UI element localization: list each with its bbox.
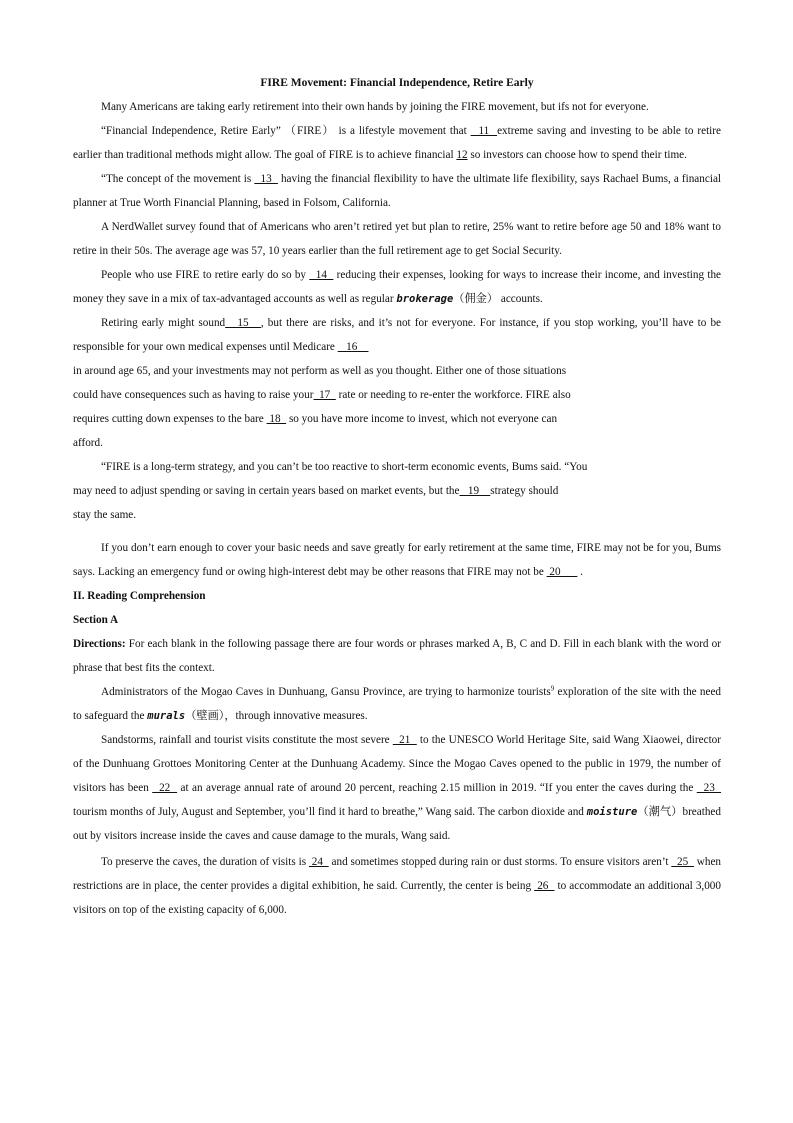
passage-2-paragraph-2 xyxy=(73,728,721,848)
gloss: （佣金） xyxy=(453,293,499,305)
text: tourism months of July, August and September, you’ll find it hard to breathe,” Wang said. The carbon dioxide and xyxy=(73,806,587,818)
text: so investors can choose how to spend their time. xyxy=(467,149,687,161)
blank-26[interactable]: 26 xyxy=(534,880,555,892)
vocab-term-brokerage: brokerage xyxy=(396,293,454,305)
passage-2-paragraph-1 xyxy=(73,680,721,728)
paragraph-4 xyxy=(73,215,721,263)
section-heading: II. Reading Comprehension xyxy=(73,590,206,602)
paragraph-6-line-5: afford. xyxy=(73,437,103,449)
blank-17[interactable]: 17 xyxy=(313,389,336,401)
paragraph-1 xyxy=(73,95,721,119)
blank-16[interactable]: 16 xyxy=(337,341,369,353)
text: “The concept of the movement is xyxy=(101,173,255,185)
text: . xyxy=(577,566,583,578)
blank-14[interactable]: 14 xyxy=(309,269,334,281)
text: breathed out by visitors increase inside the caves and cause damage to the murals, Wang said. xyxy=(73,806,721,842)
blank-18[interactable]: 18 xyxy=(266,413,287,425)
text: A NerdWallet survey found that of Americans who aren’t retired yet but plan to retire, 25% want to retire before age 50 and 18% want to retire in their 50s. The average age was 57, 10 years earlier than the full retirement age to get Social Security. xyxy=(73,221,721,257)
text: accounts. xyxy=(498,293,543,305)
blank-21[interactable]: 21 xyxy=(392,734,417,746)
blank-24[interactable]: 24 xyxy=(308,856,329,868)
blank-25[interactable]: 25 xyxy=(671,856,694,868)
text: Sandstorms, rainfall and tourist visits constitute the most severe xyxy=(101,734,393,746)
vocab-term-murals: murals xyxy=(147,710,186,722)
paragraph-6-line-2: in around age 65, and your investments may not perform as well as you thought. Either one of those situations xyxy=(73,365,567,377)
paragraph-7-line-3: stay the same. xyxy=(73,509,137,521)
superscript: 9 xyxy=(550,684,555,693)
paragraph-7-line-2 xyxy=(73,479,721,503)
paragraph-5 xyxy=(73,263,721,311)
blank-12[interactable]: 12 xyxy=(456,149,468,161)
text: Many Americans are taking early retirement into their own hands by joining the FIRE movement, but ifs not for everyone. xyxy=(101,101,649,113)
text: If you don’t earn enough to cover your basic needs and save greatly for early retirement at the same time, FIRE may not be for you, Bums says. Lacking an emergency fund or owing high-interest debt may be other reasons that FIRE may not be xyxy=(73,542,721,578)
blank-13[interactable]: 13 xyxy=(254,173,278,185)
document-content xyxy=(73,71,721,922)
text: reducing their expenses, looking for ways to increase their income, and investing the money they save in a mix of tax-advantaged accounts as well as regular xyxy=(73,269,722,305)
paragraph-6-line-3 xyxy=(73,383,721,407)
paragraph-6-line-4 xyxy=(73,407,721,431)
blank-22[interactable]: 22 xyxy=(152,782,178,794)
text: exploration of the site with the need to safeguard the xyxy=(73,686,721,722)
text: at an average annual rate of around 20 percent, reaching 2.15 million in 2019. “If you enter the caves during the xyxy=(177,782,697,794)
blank-15[interactable]: 15 xyxy=(225,317,261,329)
paragraph-8 xyxy=(73,536,721,584)
directions-text: For each blank in the following passage there are four words or phrases marked A, B, C and D. Fill in each blank with the word or phrase that best fits the context. xyxy=(73,638,721,674)
passage-2-paragraph-3 xyxy=(73,850,721,922)
section-a-heading: Section A xyxy=(73,614,119,626)
blank-23[interactable]: 23 xyxy=(696,782,722,794)
text: to accommodate an additional 3,000 visitors on top of the existing capacity of 6,000. xyxy=(73,880,721,916)
blank-11[interactable]: 11 xyxy=(470,125,498,137)
paragraph-7-line-1: “FIRE is a long-term strategy, and you can’t be too reactive to short-term economic events, Bums said. “You xyxy=(101,461,588,473)
vocab-term-moisture: moisture xyxy=(586,806,638,818)
text: extreme saving and investing to be able to retire earlier than traditional methods might allow. The goal of FIRE is to achieve financial xyxy=(73,125,721,161)
text: Administrators of the Mogao Caves in Dunhuang, Gansu Province, are trying to harmonize tourists xyxy=(101,686,551,698)
text: could have consequences such as having to raise your xyxy=(73,389,314,401)
paragraph-2 xyxy=(73,119,721,167)
text: so you have more income to invest, which not everyone can xyxy=(286,413,558,425)
directions-label: Directions: xyxy=(73,638,126,650)
blank-20[interactable]: 20 xyxy=(546,566,578,578)
text: when restrictions are in place, the center provides a digital exhibition, he said. Currently, the center is being xyxy=(73,856,722,892)
text: having the financial flexibility to have the ultimate life flexibility, says Rachael Bums, a financial planner at True Worth Financial Planning, based in Folsom, California. xyxy=(73,173,722,209)
text: through innovative measures. xyxy=(235,710,368,722)
spacer xyxy=(73,527,721,536)
text: , but there are risks, and it’s not for everyone. For instance, if you stop working, you’ll have to be responsible for your own medical expenses until Medicare xyxy=(73,317,722,353)
text: People who use FIRE to retire early do so by xyxy=(101,269,310,281)
blank-19[interactable]: 19 xyxy=(459,485,491,497)
gloss: （潮气） xyxy=(637,806,683,818)
text: To preserve the caves, the duration of visits is xyxy=(101,856,309,868)
gloss: （壁画）， xyxy=(185,710,236,722)
text: strategy should xyxy=(490,485,559,497)
paragraph-3 xyxy=(73,167,721,215)
passage-title: FIRE Movement: Financial Independence, Retire Early xyxy=(260,77,534,89)
directions xyxy=(73,632,721,680)
paragraph-6 xyxy=(73,311,721,359)
text: to the UNESCO World Heritage Site, said Wang Xiaowei, director of the Dunhuang Grottoes Monitoring Center at the Dunhuang Academy. Since the Mogao Caves opened to the public in 1979, the number of visitors has been xyxy=(73,734,721,794)
text: “Financial Independence, Retire Early” （FIRE） is a lifestyle movement that xyxy=(101,125,471,137)
text: and sometimes stopped during rain or dust storms. To ensure visitors aren’t xyxy=(328,856,672,868)
text: Retiring early might sound xyxy=(101,317,226,329)
text: rate or needing to re-enter the workforce. FIRE also xyxy=(335,389,571,401)
text: may need to adjust spending or saving in certain years based on market events, but the xyxy=(73,485,460,497)
text: requires cutting down expenses to the bare xyxy=(73,413,267,425)
